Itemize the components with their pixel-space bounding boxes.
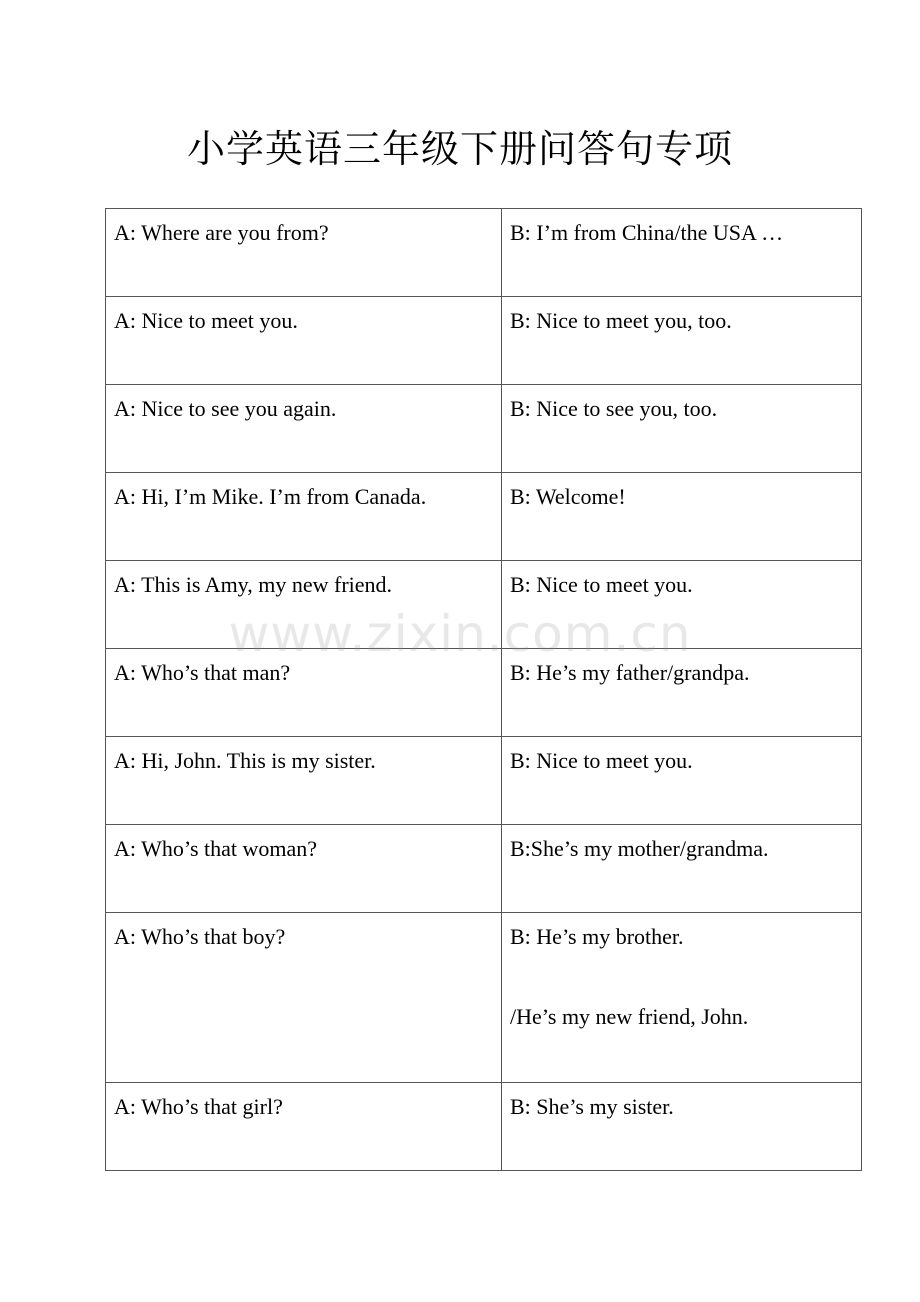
answer-cell [502,825,862,913]
qa-table [105,208,862,1171]
answer-cell [502,913,862,1083]
answer-cell [502,649,862,737]
answer-text: B: Nice to meet you. [510,748,693,773]
answer-cell [502,561,862,649]
answer-text: B: Nice to meet you. [510,572,693,597]
question-cell [106,913,502,1083]
question-cell [106,473,502,561]
question-text: A: Who’s that girl? [114,1094,283,1119]
table-row [106,385,862,473]
question-text: A: Nice to see you again. [114,396,337,421]
watermark: www.zixin.com.cn [228,605,692,663]
table-row [106,913,862,1083]
question-text: A: Who’s that woman? [114,836,318,861]
question-cell [106,737,502,825]
question-text: A: Who’s that man? [114,660,291,685]
answer-cell [502,385,862,473]
answer-text: B: Welcome! [510,484,626,509]
table-row [106,209,862,297]
question-text: A: Hi, I’m Mike. I’m from Canada. [114,484,427,509]
answer-cell [502,297,862,385]
answer-text-alternate: /He’s my new friend, John. [510,1004,749,1029]
question-text: A: Nice to meet you. [114,308,298,333]
question-text: A: Hi, John. This is my sister. [114,748,376,773]
page-title: 小学英语三年级下册问答句专项 [186,127,733,171]
table-row [106,649,862,737]
answer-text: B: I’m from China/the USA … [510,220,784,245]
question-text: A: Where are you from? [114,220,329,245]
answer-cell [502,473,862,561]
question-cell [106,825,502,913]
table-row [106,473,862,561]
answer-cell [502,1083,862,1171]
table-row [106,1083,862,1171]
answer-text: B: Nice to see you, too. [510,396,718,421]
question-cell [106,649,502,737]
question-text: A: This is Amy, my new friend. [114,572,393,597]
question-cell [106,1083,502,1171]
answer-text: B: Nice to meet you, too. [510,308,732,333]
answer-cell [502,209,862,297]
question-cell [106,297,502,385]
table-row [106,825,862,913]
answer-text: B: He’s my brother. [510,924,684,949]
question-text: A: Who’s that boy? [114,924,286,949]
answer-cell [502,737,862,825]
question-cell [106,385,502,473]
answer-text: B: She’s my sister. [510,1094,674,1119]
table-row [106,297,862,385]
table-row [106,737,862,825]
answer-text: B: He’s my father/grandpa. [510,660,750,685]
table-row [106,561,862,649]
answer-text: B:She’s my mother/grandma. [510,836,769,861]
question-cell [106,209,502,297]
question-cell [106,561,502,649]
